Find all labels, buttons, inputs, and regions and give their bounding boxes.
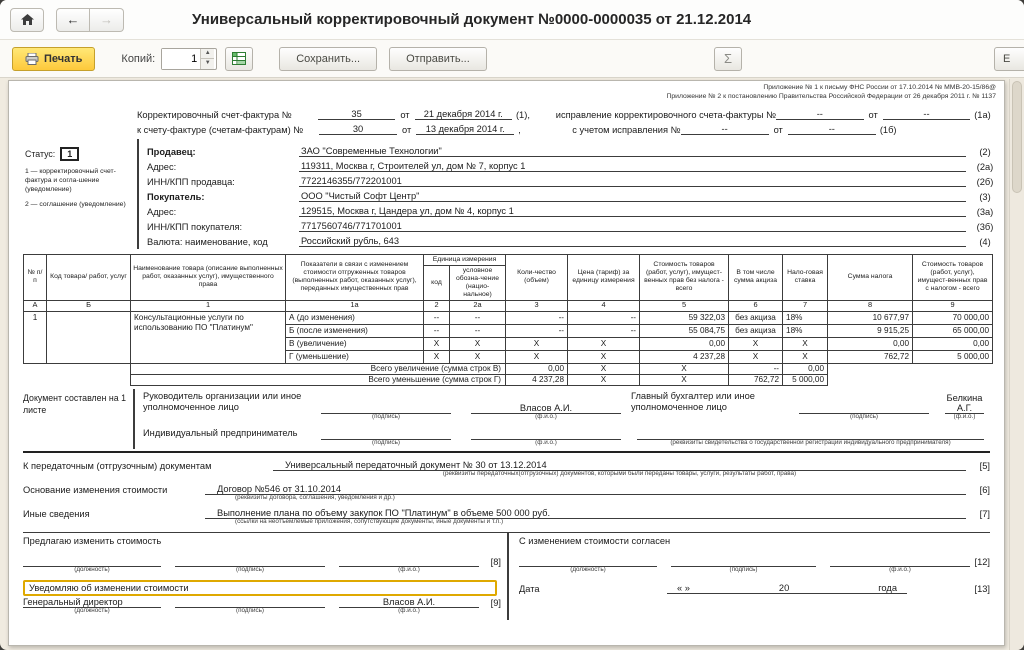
from-label: от <box>773 124 783 135</box>
fio-caption: (ф.и.о.) <box>398 606 420 614</box>
blank-cell <box>24 374 131 385</box>
invoice-header <box>137 105 1004 135</box>
col-price-header: Цена (тариф) за единицу измерения <box>568 254 640 300</box>
currency-label: Валюта: наименование, код <box>147 236 268 247</box>
invoice-header-line-2 <box>137 120 1004 135</box>
back-button[interactable] <box>56 8 90 32</box>
table-cell: X <box>424 337 450 350</box>
col-excise-header: В том числе сумма акциза <box>729 254 783 300</box>
totals-decrease-row <box>24 374 993 385</box>
signatures-main <box>133 389 990 449</box>
field-mark-7: [7] <box>979 508 990 519</box>
table-cell: X <box>506 337 568 350</box>
field-mark-1a: (1а) <box>974 109 991 120</box>
invoice-number-label: Корректировочный счет-фактура № <box>137 109 292 120</box>
table-cell: X <box>783 337 828 350</box>
table-cell: без акциза <box>729 311 783 324</box>
table-cell: X <box>729 350 783 363</box>
annex-line-1: Приложение № 1 к письму ФНС России от 17.10.2014 № ММВ-20-15/86@ <box>763 84 996 91</box>
entrepreneur-sign-line <box>321 438 451 446</box>
invoice-number-value: 35 <box>318 109 396 120</box>
totals-label-cell: Всего уменьшение (сумма строк Г) <box>131 374 506 385</box>
sign-caption: (подпись) <box>850 412 878 420</box>
more-button[interactable]: Е <box>994 47 1024 71</box>
save-button[interactable]: Сохранить... <box>279 47 377 71</box>
subrow-label-cell: А (до изменения) <box>286 311 424 324</box>
currency-row <box>147 232 1004 247</box>
field-mark-9: [9] <box>490 597 501 608</box>
highlighted-notify-cell[interactable] <box>23 580 497 596</box>
invoice-date-value: 21 декабря 2014 г. <box>415 109 512 120</box>
seller-address-row <box>147 157 1004 172</box>
fio-caption: (ф.и.о.) <box>535 412 557 420</box>
seller-address-label: Адрес: <box>147 161 177 172</box>
buyer-address-label: Адрес: <box>147 206 177 217</box>
propose-signature-lines <box>23 556 501 573</box>
buyer-address-value: 129515, Москва г, Цандера ул, дом № 4, корпус 1 <box>299 206 966 217</box>
index-cell: 8 <box>828 300 913 311</box>
sign-caption: (подпись) <box>236 565 264 573</box>
index-cell: 5 <box>640 300 729 311</box>
agree-signature-lines <box>519 556 990 573</box>
accountant-name-line <box>945 392 984 420</box>
agree-sign-line <box>671 565 816 573</box>
forward-button[interactable] <box>90 8 124 32</box>
seller-inn-value: 7722146355/772201001 <box>299 176 966 187</box>
other-info-caption: (ссылки на неотъемлемые приложения, сопутствующие документы, иные документы и т.п.) <box>235 517 504 525</box>
transfer-docs-caption: (реквизиты передаточных(отгрузочных) документов, которыми были переданы товары, услуги, результаты работ, права) <box>442 469 797 477</box>
sheet-count-note: Документ составлен на 1 листе <box>23 392 126 415</box>
table-cell: X <box>506 350 568 363</box>
index-cell: А <box>24 300 47 311</box>
head-sign-line <box>321 412 451 420</box>
accountant-label: Главный бухгалтер или иное уполномоченное лицо <box>631 390 755 413</box>
table-cell: -- <box>424 324 450 337</box>
item-number-cell: 1 <box>24 311 47 363</box>
head-name-line <box>471 402 621 420</box>
table-header-row <box>24 254 993 265</box>
table-cell: -- <box>424 311 450 324</box>
index-cell: 4 <box>568 300 640 311</box>
agree-column <box>507 533 990 620</box>
buyer-address-code: (3а) <box>976 206 994 217</box>
currency-value: Российский рубль, 643 <box>299 236 966 247</box>
table-cell: X <box>568 350 640 363</box>
propose-column <box>23 533 507 620</box>
comma-mark: , <box>518 124 521 135</box>
amendment-number-value: -- <box>681 124 769 135</box>
buyer-inn-value: 7717560746/771701001 <box>299 221 966 232</box>
table-cell: X <box>450 337 506 350</box>
spreadsheet-button[interactable] <box>225 47 253 71</box>
basis-label: Основание изменения стоимости <box>23 484 168 495</box>
table-cell: 5 000,00 <box>783 374 828 385</box>
sign-caption: (подпись) <box>729 565 758 573</box>
window-titlebar <box>0 0 1024 40</box>
copies-spinner[interactable] <box>161 48 217 70</box>
basis-text: Договор №546 от 31.10.2014 <box>217 483 342 494</box>
buyer-value: ООО "Чистый Софт Центр" <box>299 191 966 202</box>
table-cell: -- <box>506 324 568 337</box>
table-cell: 59 322,03 <box>640 311 729 324</box>
field-mark-8: [8] <box>490 556 501 567</box>
table-cell: -- <box>568 311 640 324</box>
other-info-value <box>205 507 966 525</box>
blank-cell <box>24 363 131 374</box>
signatures-block <box>23 386 990 453</box>
table-cell: 0,00 <box>640 337 729 350</box>
transfer-docs-value <box>273 459 966 477</box>
subrow-label-cell: В (увеличение) <box>286 337 424 350</box>
status-value: 1 <box>60 147 79 161</box>
correction-number-value: -- <box>776 109 863 120</box>
transfer-docs-row <box>23 459 990 477</box>
table-cell: 0,00 <box>828 337 913 350</box>
notify-label: Уведомляю об изменении стоимости <box>29 582 189 593</box>
col-cost-without-header: Стоимость товаров (работ, услуг), имущест-венных прав без налога - всего <box>640 254 729 300</box>
seller-address-code: (2а) <box>976 161 994 172</box>
entrepreneur-label: Индивидуальный предприниматель <box>143 427 298 438</box>
history-nav <box>56 8 124 32</box>
scrollbar-thumb[interactable] <box>1012 81 1022 193</box>
from-label: от <box>868 109 878 120</box>
table-cell: X <box>568 337 640 350</box>
fio-caption: (ф.и.о.) <box>889 565 911 573</box>
table-cell: 4 237,28 <box>506 374 568 385</box>
table-cell: 0,00 <box>913 337 993 350</box>
table-cell: X <box>568 374 640 385</box>
propose-fio-line <box>339 565 479 573</box>
item-name-cell: Консультационные услуги по использованию ПО "Платинум" <box>131 311 286 363</box>
status-block <box>25 147 131 210</box>
status-label: Статус: <box>25 149 56 159</box>
transfer-docs-label: К передаточным (отгрузочным) документам <box>23 460 212 471</box>
table-cell: 10 677,97 <box>828 311 913 324</box>
table-cell: 70 000,00 <box>913 311 993 324</box>
agree-fio-line <box>830 565 970 573</box>
table-cell: X <box>424 350 450 363</box>
transfer-docs-text: Универсальный передаточный документ № 30 от 13.12.2014 <box>285 459 547 470</box>
table-cell: X <box>640 374 729 385</box>
field-mark-1: (1), <box>515 109 530 120</box>
position-caption: (должность) <box>570 565 606 573</box>
field-mark-13: [13] <box>974 583 990 594</box>
seller-row <box>147 142 1004 157</box>
page-title: Универсальный корректировочный документ №0000-0000035 от 21.12.2014 <box>192 11 752 28</box>
sign-caption: (подпись) <box>372 412 400 420</box>
seller-label: Продавец: <box>147 146 196 157</box>
index-cell: 1 <box>131 300 286 311</box>
seller-inn-label: ИНН/КПП продавца: <box>147 176 235 187</box>
sign-caption: (подпись) <box>372 438 400 446</box>
buyer-label: Покупатель: <box>147 191 205 202</box>
sign-caption: (подпись) <box>236 606 264 614</box>
seller-address-value: 119311, Москва г, Строителей ул, дом № 7, корпус 1 <box>299 161 966 172</box>
table-cell: 4 237,28 <box>640 350 729 363</box>
position-caption: (должность) <box>74 565 110 573</box>
entrepreneur-name-line <box>471 438 621 446</box>
buyer-code: (3) <box>979 191 991 202</box>
back-icon: ← <box>66 12 80 27</box>
table-cell: X <box>640 363 729 374</box>
field-mark-12: [12] <box>974 556 990 567</box>
head-name: Власов А.И. <box>519 402 573 413</box>
table-cell: X <box>783 350 828 363</box>
other-info-row <box>23 507 990 525</box>
printer-icon <box>25 53 39 65</box>
basis-row <box>23 483 990 501</box>
notify-name: Власов А.И. <box>382 596 436 607</box>
table-cell: 762,72 <box>729 374 783 385</box>
table-cell: X <box>729 337 783 350</box>
entrepreneur-row <box>143 427 990 446</box>
other-info-label: Иные сведения <box>23 508 90 519</box>
table-cell: -- <box>568 324 640 337</box>
additional-info-block <box>23 459 990 525</box>
printed-form-page <box>8 80 1005 646</box>
amendment-label: с учетом исправления № <box>572 124 681 135</box>
base-invoice-date: 13 декабря 2014 г. <box>416 124 514 135</box>
base-invoice-label: к счету-фактуре (счетам-фактурам) № <box>137 124 304 135</box>
col-code-header: Код товара/ работ, услуг <box>47 254 131 300</box>
col-rate-header: Нало-говая ставка <box>783 254 828 300</box>
field-mark-1b: (1б) <box>879 124 897 135</box>
spinner-arrows <box>200 49 214 69</box>
date-year-suffix: года <box>878 582 897 593</box>
status-note-1: 1 — корректировочный счет-фактура и согла-шение (уведомление) <box>25 168 116 193</box>
head-signature-row <box>143 390 990 420</box>
subrow-label-cell: Г (уменьшение) <box>286 350 424 363</box>
propose-position-line <box>23 565 161 573</box>
table-cell: -- <box>729 363 783 374</box>
currency-code: (4) <box>979 236 991 247</box>
date-line <box>667 583 907 594</box>
index-cell: 3 <box>506 300 568 311</box>
date-quotes: « » <box>677 582 690 593</box>
home-button[interactable] <box>10 8 44 32</box>
table-cell: 65 000,00 <box>913 324 993 337</box>
col-num-header: № п/п <box>24 254 47 300</box>
table-cell: 5 000,00 <box>913 350 993 363</box>
entrepreneur-registration-line <box>637 438 984 446</box>
seller-value: ЗАО "Современные Технологии" <box>299 146 966 157</box>
fio-caption: (ф.и.о.) <box>535 438 557 446</box>
index-cell: 7 <box>783 300 828 311</box>
fio-caption: (ф.и.о.) <box>398 565 420 573</box>
col-name-header: Наименование товара (описание выполненных работ, оказанных услуг), имущественного права <box>131 254 286 300</box>
table-cell: X <box>568 363 640 374</box>
print-label: Печать <box>44 52 83 65</box>
sum-button[interactable]: Σ <box>714 47 742 71</box>
table-cell: 9 915,25 <box>828 324 913 337</box>
table-cell: 55 084,75 <box>640 324 729 337</box>
vertical-scrollbar[interactable] <box>1009 79 1024 650</box>
amendment-date-value: -- <box>788 124 876 135</box>
table-index-row <box>24 300 993 311</box>
home-icon <box>21 14 34 26</box>
col-cost-with-header: Стоимость товаров (работ, услуг), имущест-венных прав с налогом - всего <box>913 254 993 300</box>
seller-inn-row <box>147 172 1004 187</box>
from-label: от <box>400 109 410 120</box>
spin-down-icon[interactable]: ▼ <box>201 59 214 69</box>
table-cell: -- <box>450 324 506 337</box>
bottom-section <box>23 532 990 620</box>
buyer-inn-code: (3б) <box>976 221 994 232</box>
buyer-inn-label: ИНН/КПП покупателя: <box>147 221 243 232</box>
date-row <box>519 583 990 594</box>
index-cell: 9 <box>913 300 993 311</box>
accountant-name: Белкина А.Г. <box>946 392 983 413</box>
totals-label-cell: Всего увеличение (сумма строк В) <box>131 363 506 374</box>
agree-position-line <box>519 565 657 573</box>
copies-label: Копий: <box>121 52 156 65</box>
spin-up-icon[interactable]: ▲ <box>201 49 214 60</box>
notify-fio-line <box>339 596 479 614</box>
date-century: 20 <box>778 582 790 593</box>
head-label: Руководитель организации или иное уполномоченное лицо <box>143 390 302 413</box>
table-cell: X <box>450 350 506 363</box>
index-cell: Б <box>47 300 131 311</box>
notify-signature-lines <box>23 596 501 614</box>
table-cell: 18% <box>783 324 828 337</box>
date-label: Дата <box>519 583 540 594</box>
col-qty-header: Коли-чество (объем) <box>506 254 568 300</box>
index-cell: 2 <box>424 300 450 311</box>
from-label: от <box>402 124 412 135</box>
col-unit-header: Единица измерения <box>424 254 506 265</box>
registration-caption: (реквизиты свидетельства о государственной регистрации индивидуального предпринимателя) <box>670 438 951 446</box>
goods-table <box>23 254 993 386</box>
accountant-sign-line <box>799 412 929 420</box>
forward-icon: → <box>100 12 113 27</box>
col-unit-symbol-header: условное обозна-чение (нацио-нальное) <box>450 265 506 300</box>
copies-input[interactable] <box>162 49 200 69</box>
position-caption: (должность) <box>74 606 110 614</box>
send-button[interactable]: Отправить... <box>389 47 487 71</box>
correction-date-value: -- <box>883 109 970 120</box>
toolbar <box>0 40 1024 78</box>
seller-code: (2) <box>979 146 991 157</box>
notify-sign-line <box>175 606 325 614</box>
annex-note <box>9 81 1004 102</box>
invoice-header-line-1 <box>137 105 1004 120</box>
annex-line-2: Приложение № 2 к постановлению Правительства Российской Федерации от 26 декабря 2011 г. № 1137 <box>666 92 996 100</box>
notify-position: Генеральный директор <box>23 596 123 607</box>
item-code-cell <box>47 311 131 363</box>
parties-block <box>137 139 1004 249</box>
index-cell: 6 <box>729 300 783 311</box>
status-note-2: 2 — соглашение (уведомление) <box>25 201 126 209</box>
index-cell: 1а <box>286 300 424 311</box>
index-cell: 2а <box>450 300 506 311</box>
table-cell: 18% <box>783 311 828 324</box>
field-mark-6: [6] <box>979 484 990 495</box>
buyer-address-row <box>147 202 1004 217</box>
field-mark-5: [5] <box>979 460 990 471</box>
propose-sign-line <box>175 565 325 573</box>
other-info-text: Выполнение плана по объему закупок ПО "Платинум" в объеме 500 000 руб. <box>217 507 551 518</box>
table-row <box>24 311 993 324</box>
table-cell: 0,00 <box>506 363 568 374</box>
seller-inn-code: (2б) <box>976 176 994 187</box>
table-cell: 762,72 <box>828 350 913 363</box>
base-invoice-number: 30 <box>319 124 397 135</box>
correction-label: исправление корректировочного счета-фактуры № <box>555 109 777 120</box>
buyer-inn-row <box>147 217 1004 232</box>
agree-label: С изменением стоимости согласен <box>519 535 671 546</box>
notify-position-line <box>23 596 161 614</box>
table-cell: 0,00 <box>783 363 828 374</box>
buyer-row <box>147 187 1004 202</box>
col-indicators-header: Показатели в связи с изменением стоимости отгруженных товаров (выполненных работ, оказанных услуг), переданных имущественных прав <box>286 254 424 300</box>
subrow-label-cell: Б (после изменения) <box>286 324 424 337</box>
print-button[interactable] <box>12 47 95 71</box>
basis-caption: (реквизиты договора, соглашения, уведомления и др.) <box>235 493 395 501</box>
basis-value <box>205 483 966 501</box>
totals-increase-row <box>24 363 993 374</box>
spreadsheet-icon <box>232 52 246 65</box>
document-viewport <box>0 79 1024 650</box>
col-unit-code-header: код <box>424 265 450 300</box>
fio-caption: (ф.и.о.) <box>953 412 976 420</box>
table-cell: без акциза <box>729 324 783 337</box>
col-tax-header: Сумма налога <box>828 254 913 300</box>
propose-label: Предлагаю изменить стоимость <box>23 535 162 546</box>
table-cell: -- <box>506 311 568 324</box>
table-cell: -- <box>450 311 506 324</box>
